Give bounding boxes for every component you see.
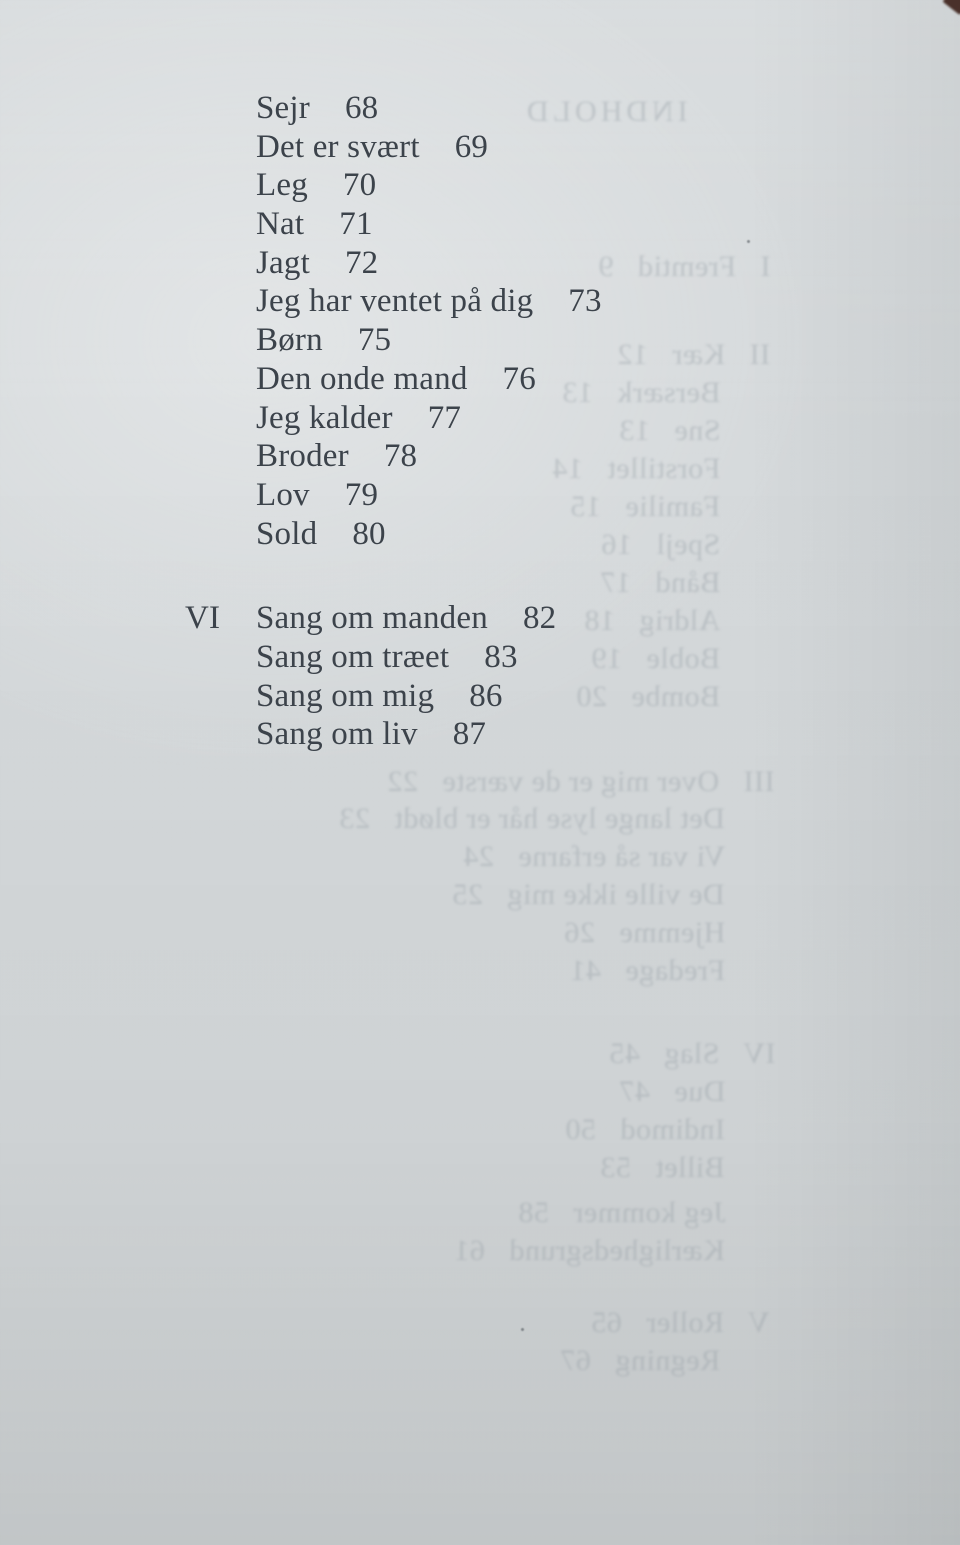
dust-speck (747, 240, 750, 243)
toc-entry-section-vi (185, 600, 602, 639)
toc-entry (185, 477, 602, 516)
showthrough-line: Regning 67 (559, 1344, 720, 1377)
showthrough-line: Vi var så erfarne 24 (462, 840, 725, 873)
toc-entry (185, 400, 602, 439)
entry-page-number: 78 (383, 438, 418, 475)
entry-title: Sejr (256, 90, 310, 126)
showthrough-line: V Roller 65 (591, 1306, 770, 1339)
entry-page-number: 87 (452, 716, 487, 753)
entry-title: Lov (256, 476, 310, 513)
showthrough-line: Familie 15 (569, 490, 720, 523)
showthrough-line: INDHOLD (523, 95, 688, 128)
entry-title: Jeg har ventet på dig (256, 283, 534, 320)
showthrough-line: Indimod 50 (564, 1113, 725, 1146)
entry-title: Jagt (256, 244, 310, 281)
showthrough-line: Forstillet 14 (551, 452, 720, 485)
toc-entry (185, 516, 602, 555)
showthrough-line: Spejl 16 (600, 528, 720, 561)
showthrough-line: Kærlighedsgrund 61 (454, 1234, 725, 1267)
table-of-contents (185, 90, 602, 755)
showthrough-line: Bombe 20 (575, 680, 720, 713)
entry-title: Broder (256, 438, 349, 475)
toc-entry (185, 167, 602, 206)
entry-page-number: 75 (357, 322, 392, 359)
showthrough-line: Due 47 (618, 1075, 725, 1108)
entry-page-number: 70 (342, 167, 377, 204)
toc-entry (185, 361, 602, 400)
section-numeral: VI (185, 600, 221, 637)
entry-page-number: 86 (469, 677, 503, 714)
entry-title: Sold (256, 515, 318, 552)
dust-speck (521, 1328, 524, 1331)
toc-entry (185, 90, 602, 129)
showthrough-line: Billet 53 (600, 1151, 725, 1184)
toc-entry (185, 283, 602, 322)
entry-title: Jeg kalder (256, 399, 393, 436)
showthrough-line: III Over mig er de værste 22 (387, 765, 775, 798)
entry-page-number: 72 (344, 244, 379, 281)
showthrough-line: Fredage 41 (569, 954, 725, 987)
showthrough-line: II Kær 12 (616, 338, 770, 371)
entry-title: Børn (256, 322, 323, 359)
showthrough-line: Boble 19 (590, 642, 720, 675)
showthrough-line: IV Slag 45 (608, 1037, 775, 1070)
showthrough-line: Sne 13 (618, 414, 720, 447)
toc-entry (185, 639, 602, 678)
entry-title: Nat (256, 206, 305, 243)
entry-page-number: 77 (427, 399, 462, 436)
entry-page-number: 83 (484, 638, 518, 675)
entry-page-number: 68 (344, 90, 379, 126)
showthrough-line: Jeg kommer 58 (517, 1196, 725, 1229)
showthrough-line: Bånd 17 (599, 566, 720, 599)
showthrough-line: Bersærk 13 (561, 376, 720, 409)
entry-title: Sang om mig (256, 677, 435, 714)
entry-page-number: 80 (352, 515, 386, 552)
entry-page-number: 71 (339, 206, 373, 243)
entry-title: Sang om liv (256, 716, 418, 753)
toc-entry (185, 245, 602, 284)
entry-title: Leg (256, 167, 308, 204)
toc-entry (185, 129, 602, 168)
photo-corner-speck (942, 0, 960, 15)
entry-page-number: 69 (454, 128, 489, 165)
toc-entry (185, 678, 602, 717)
toc-entry (185, 206, 602, 245)
showthrough-line: Hjemme 26 (563, 916, 725, 949)
entry-page-number: 76 (502, 360, 536, 397)
entry-page-number: 73 (568, 283, 602, 320)
showthrough-line: Aldrig 18 (583, 604, 720, 637)
entry-title: Det er svært (256, 128, 420, 165)
toc-entry (185, 716, 602, 755)
entry-page-number: 82 (522, 600, 557, 637)
entry-title: Sang om manden (256, 600, 488, 637)
showthrough-line: I Fremtid 9 (597, 250, 770, 283)
entry-title: Den onde mand (256, 360, 468, 397)
toc-entry (185, 322, 602, 361)
showthrough-line: De ville ikke mig 25 (452, 878, 725, 911)
entry-title: Sang om træet (256, 638, 450, 675)
showthrough-line: Det lange lyse hår er blødt 23 (339, 802, 725, 835)
toc-entry (185, 438, 602, 477)
entry-page-number: 79 (344, 476, 379, 513)
